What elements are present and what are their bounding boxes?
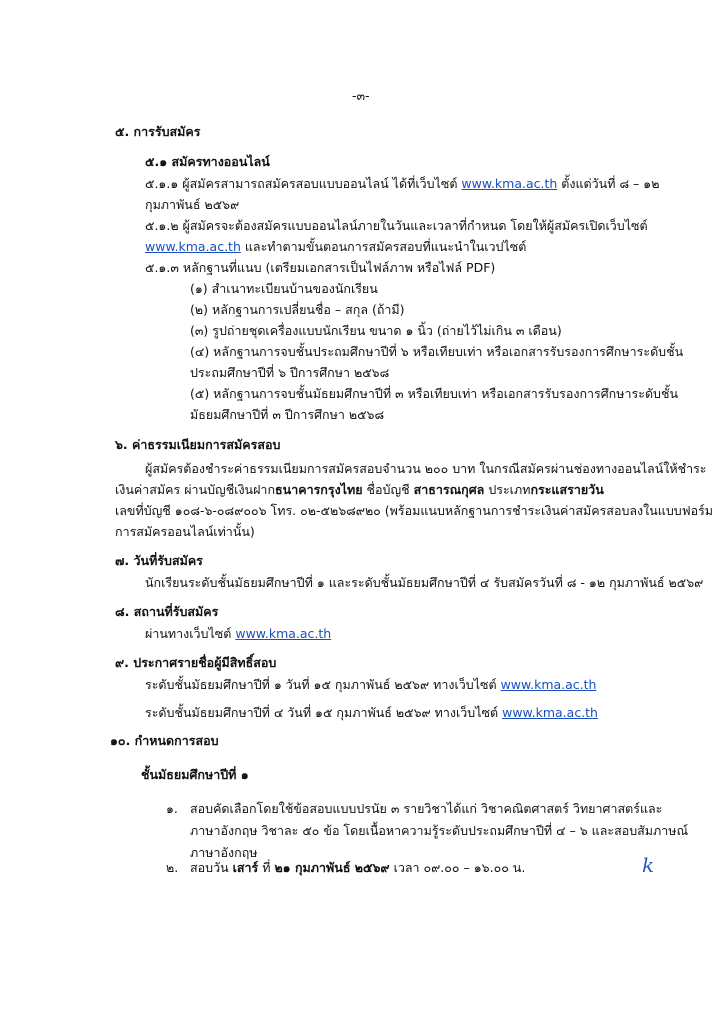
- section-5-1-heading: ๕.๑ สมัครทางออนไลน์: [145, 154, 270, 169]
- section-6-line2: [115, 482, 604, 498]
- doc-item-3: (๓) รูปถ่ายชุดเครื่องแบบนักเรียน ขนาด ๑ นิ้ว (ถ่ายไว้ไม่เกิน ๓ เดือน): [190, 323, 562, 338]
- section-5-heading: ๕. การรับสมัคร: [115, 124, 201, 139]
- website-link[interactable]: www.kma.ac.th: [145, 239, 241, 254]
- account-type: กระแสรายวัน: [530, 482, 604, 497]
- exam-date: ๒๑ กุมภาพันธ์ ๒๕๖๙: [274, 860, 390, 875]
- item-5-1-2-text: และทำตามขั้นตอนการสมัครสอบที่แนะนำในเวปไซต์: [240, 239, 527, 254]
- item-5-1-1-line1: [145, 176, 659, 192]
- section-8-text: ผ่านทางเว็บไซต์: [145, 626, 236, 641]
- doc-item-4-line1: (๔) หลักฐานการจบชั้นประถมศึกษาปีที่ ๖ หรือเทียบเท่า หรือเอกสารรับรองการศึกษาระดับชั้น: [190, 344, 684, 359]
- doc-item-5-line2: มัธยมศึกษาปีที่ ๓ ปีการศึกษา ๒๕๖๘: [190, 407, 385, 422]
- section-6-line1: ผู้สมัครต้องชำระค่าธรรมเนียมการสมัครสอบจำนวน ๒๐๐ บาท ในกรณีสมัครผ่านช่องทางออนไลน์ให้ชำระ: [145, 461, 707, 476]
- section-10-sub-heading: ชั้นมัธยมศึกษาปีที่ ๑: [141, 767, 249, 782]
- account-type-label: ประเภท: [484, 482, 531, 497]
- section-8-body: [145, 626, 331, 642]
- item-5-1-2-line1: ๕.๑.๒ ผู้สมัครจะต้องสมัครแบบออนไลน์ภายในวันและเวลาที่กำหนด โดยให้ผู้สมัครเปิดเว็บไซต์: [145, 218, 648, 233]
- section-9-line1: [145, 677, 596, 693]
- item-5-1-1-text: ๕.๑.๑ ผู้สมัครสามารถสมัครสอบแบบออนไลน์ ได้ที่เว็บไซต์: [145, 176, 458, 191]
- exam-day: เสาร์: [232, 860, 259, 875]
- section-7-heading: ๗. วันที่รับสมัคร: [115, 553, 203, 568]
- website-link[interactable]: www.kma.ac.th: [502, 705, 598, 720]
- item-5-1-2-line2: [145, 239, 526, 255]
- exam-item-1-number: ๑.: [166, 801, 178, 816]
- exam-item-1-line2: ภาษาอังกฤษ วิชาละ ๕๐ ข้อ โดยเนื้อหาความรู้ระดับประถมศึกษาปีที่ ๔ – ๖ และสอบสัมภาษณ์: [190, 823, 689, 838]
- item-5-1-3: ๕.๑.๓ หลักฐานที่แนบ (เตรียมเอกสารเป็นไฟล์ภาพ หรือไฟล์ PDF): [145, 260, 496, 275]
- account-label: ชื่อบัญชี: [362, 482, 414, 497]
- section-9-line2: [145, 705, 598, 721]
- website-link[interactable]: www.kma.ac.th: [235, 626, 332, 641]
- section-6-heading: ๖. ค่าธรรมเนียมการสมัครสอบ: [115, 437, 281, 452]
- exam-date-mid: ที่: [258, 860, 275, 875]
- bank-name: ธนาคารกรุงไทย: [275, 482, 363, 497]
- doc-item-2: (๒) หลักฐานการเปลี่ยนชื่อ – สกุล (ถ้ามี): [190, 302, 405, 317]
- account-name: สาธารณกุศล: [413, 482, 485, 497]
- page-number: -๓-: [352, 88, 370, 103]
- doc-item-5-line1: (๕) หลักฐานการจบชั้นมัธยมศึกษาปีที่ ๓ หรือเทียบเท่า หรือเอกสารรับรองการศึกษาระดับชั้น: [190, 386, 679, 401]
- section-7-body: นักเรียนระดับชั้นมัธยมศึกษาปีที่ ๑ และระดับชั้นมัธยมศึกษาปีที่ ๔ รับสมัครวันที่ ๘ - ๑๒ กุมภาพันธ์ ๒๕๖๙: [145, 575, 704, 590]
- fee-text: เงินค่าสมัคร ผ่านบัญชีเงินฝาก: [115, 482, 276, 497]
- doc-item-4-line2: ประถมศึกษาปีที่ ๖ ปีการศึกษา ๒๕๖๘: [190, 365, 390, 380]
- section-6-line3: เลขที่บัญชี ๑๐๘-๖-๐๘๙๐๐๖ โทร. ๐๒-๕๒๖๘๙๒๐ (พร้อมแนบหลักฐานการชำระเงินค่าสมัครสอบลงในแบบฟอร์ม: [115, 503, 714, 518]
- announce-m4: ระดับชั้นมัธยมศึกษาปีที่ ๔ วันที่ ๑๕ กุมภาพันธ์ ๒๕๖๙ ทางเว็บไซต์: [145, 705, 503, 720]
- exam-item-2-line1: [190, 860, 525, 876]
- doc-item-1: (๑) สำเนาทะเบียนบ้านของนักเรียน: [190, 281, 378, 296]
- item-5-1-1-date: ตั้งแต่วันที่ ๘ – ๑๒: [557, 176, 660, 191]
- exam-item-2-number: ๒.: [166, 860, 179, 875]
- exam-item-1-line3: ภาษาอังกฤษ: [190, 845, 258, 860]
- announce-m1: ระดับชั้นมัธยมศึกษาปีที่ ๑ วันที่ ๑๕ กุมภาพันธ์ ๒๕๖๙ ทางเว็บไซต์: [145, 677, 501, 692]
- website-link[interactable]: www.kma.ac.th: [500, 677, 597, 692]
- section-8-heading: ๘. สถานที่รับสมัคร: [115, 604, 219, 619]
- section-6-line4: การสมัครออนไลน์เท่านั้น): [115, 524, 255, 539]
- exam-date-label: สอบวัน: [190, 860, 233, 875]
- exam-time: เวลา ๐๙.๐๐ – ๑๖.๐๐ น.: [389, 860, 526, 875]
- section-9-heading: ๙. ประกาศรายชื่อผู้มีสิทธิ์สอบ: [115, 655, 277, 670]
- exam-item-1-line1: สอบคัดเลือกโดยใช้ข้อสอบแบบปรนัย ๓ รายวิชาได้แก่ วิชาคณิตศาสตร์ วิทยาศาสตร์และ: [190, 801, 663, 816]
- item-5-1-1-line2: กุมภาพันธ์ ๒๕๖๙: [145, 197, 240, 212]
- website-link[interactable]: www.kma.ac.th: [461, 176, 558, 191]
- section-10-heading: ๑๐. กำหนดการสอบ: [110, 733, 219, 748]
- signature-mark: k: [642, 853, 655, 877]
